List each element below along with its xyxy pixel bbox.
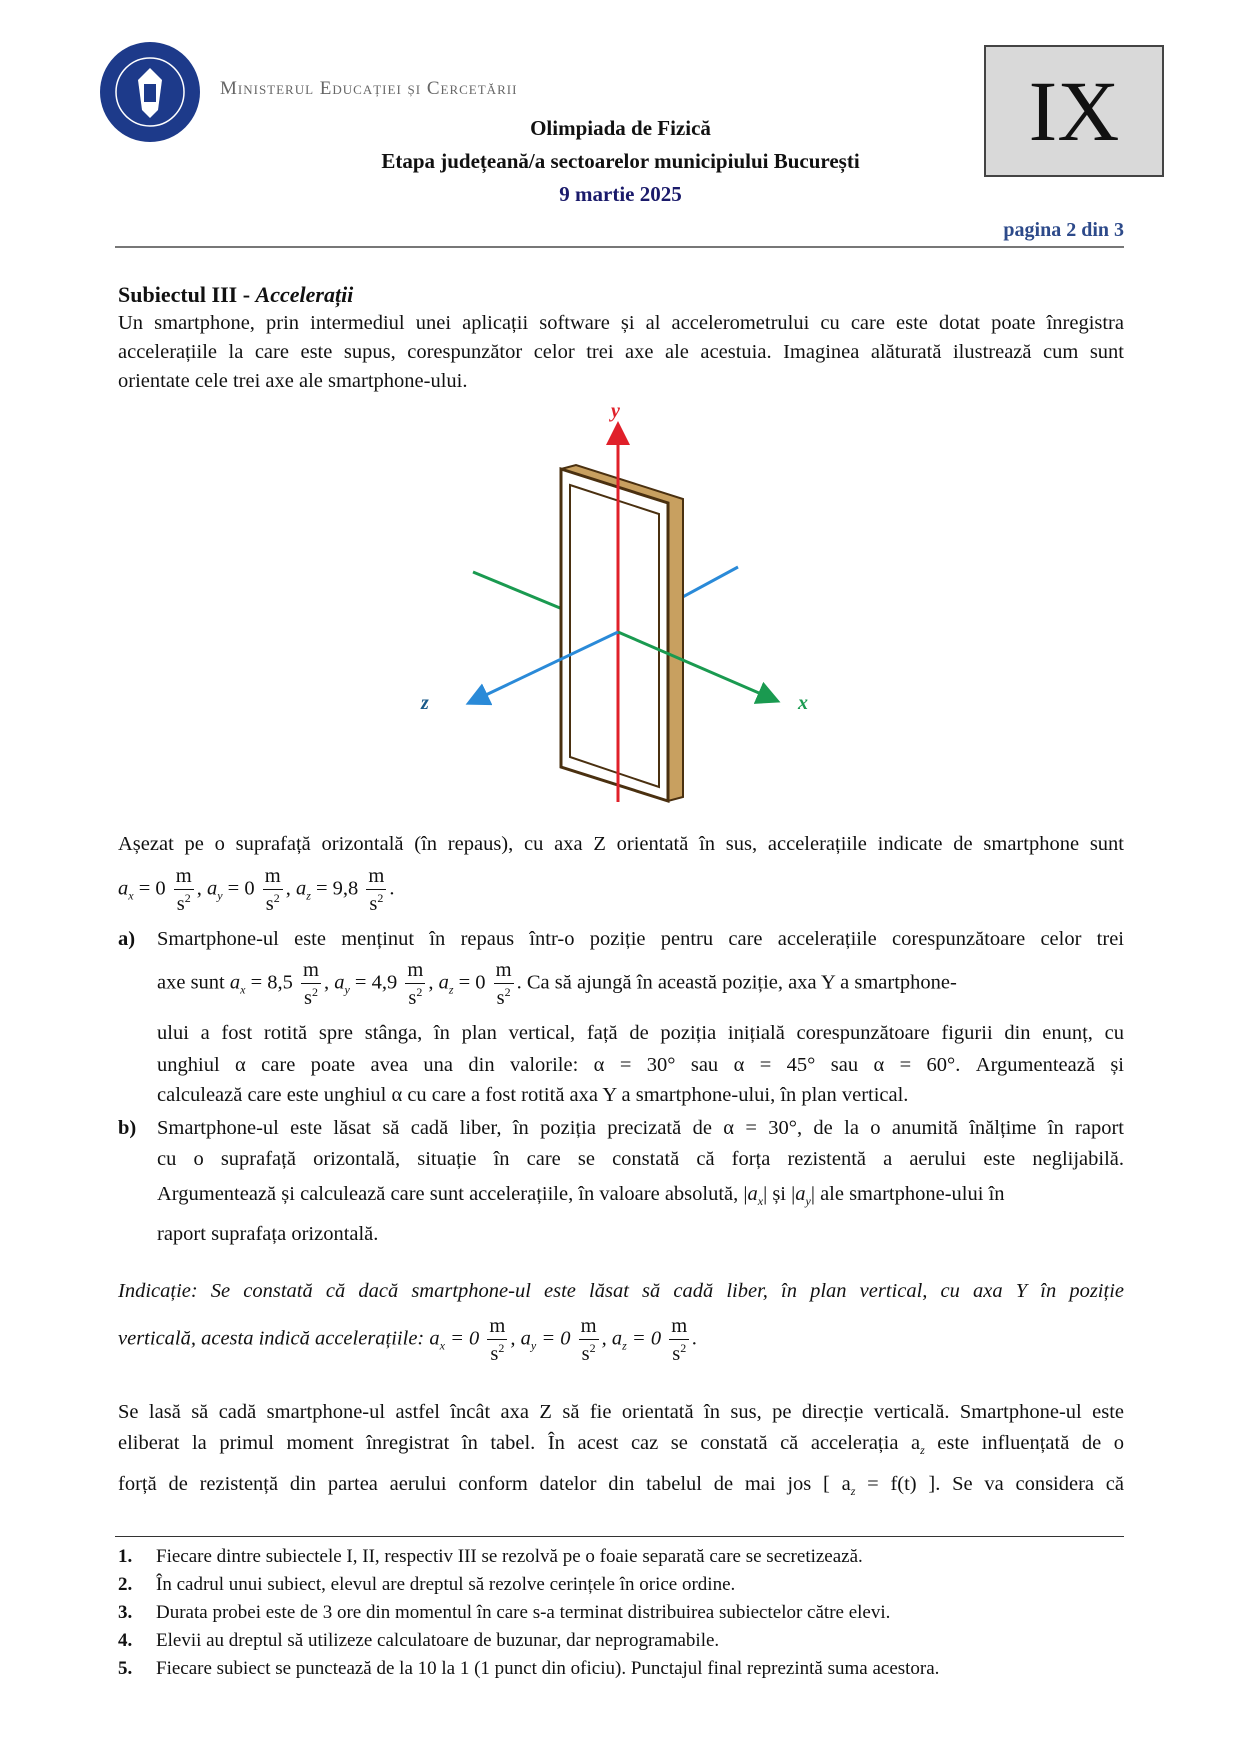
part-b-text: Argumentează și calculează care sunt accelerațiile, în valoare absolută, $|a_x|$ și $|a_y|$ ale smartphone-ului în [157,1183,1005,1209]
fall-text: eliberat la primul moment înregistrat în tabel. În acest caz se constată că accelerația $a_z$ este influențată de o [118,1432,1124,1458]
part-b-text: raport suprafața orizontală. [157,1223,379,1245]
grade-box: IX [984,45,1164,177]
olympiad-title: Olimpiada de Fizică [530,116,711,140]
part-b-text: cu o suprafață orizontală, situație în care se constată că forța rezistentă a aerului este neglijabilă. [157,1148,1124,1170]
rest-state-text: Așezat pe o suprafață orizontală (în repaus), cu axa Z orientată în sus, accelerațiile indicate de smartphone sunt [118,833,1124,855]
fall-text: Se lasă să cadă smartphone-ul astfel încât axa Z să fie orientată în sus, pe direcție verticală. Smartphone-ul este [118,1401,1124,1423]
part-a-equation: axe sunt $a_x = 8,5$ $\frac{m}{s^2}$ , $a_y = 4,9$ $\frac{m}{s^2}$ , $a_z = 0$ $\frac{m}{s^2}$ . Ca să ajungă în această poziție, axa Y a smartphone- [157,959,957,1009]
hint-equation: verticală, acesta indică accelerațiile: $a_x = 0$ $\frac{m}{s^2}$ , $a_y = 0$ $\frac{m}{s^2}$ , $a_z = 0$ $\frac{m}{s^2}$ . [118,1315,698,1365]
exam-date: 9 martie 2025 [559,182,682,206]
intro-line: accelerațiile la care este supus, corespunzător celor trei axe ale acestuia. Imaginea alăturată ilustrează cum sunt [118,341,1124,363]
part-a-text: calculează care este unghiul α cu care a fost rotită axa Y a smartphone-ului, în plan vertical. [157,1084,909,1106]
part-a-text: unghiul α care poate avea una din valorile: α = 30° sau α = 45° sau α = 60°. Argumentează și [157,1054,1124,1076]
smartphone-axes-figure [413,397,813,807]
fall-text: forță de rezistență din partea aerului conform datelor din tabelul de mai jos [ $a_z = f(t)$ ]. Se va considera că [118,1473,1124,1499]
subject-heading [118,282,1124,308]
intro-line: orientate cele trei axe ale smartphone-ului. [118,370,468,392]
part-a-text: ului a fost rotită spre stânga, în plan vertical, față de poziția inițială corespunzătoare figurii din enunț, cu [157,1022,1124,1044]
footer-rule: 2. În cadrul unui subiect, elevul are dreptul să rezolve cerințele în orice ordine. [118,1574,736,1595]
part-b-label: b) [118,1117,137,1139]
footer-rules [118,1543,939,1683]
ministry-name: Ministerul Educației și Cercetării [220,78,518,99]
intro-line: Un smartphone, prin intermediul unei aplicații software și al accelerometrului cu care este dotat poate înregistra [118,312,1124,334]
part-b-text: Smartphone-ul este lăsat să cadă liber, în poziția precizată de α = 30°, de la o anumită înălțime în raport [157,1117,1124,1139]
hint-text: Indicație: Se constată că dacă smartphone-ul este lăsat să cadă liber, în plan vertical, cu axa Y în poziție [118,1280,1124,1302]
footer-rule: 1. Fiecare dintre subiectele I, II, respectiv III se rezolvă pe o foaie separată care se secretizează. [118,1546,863,1567]
footer-rule: 3. Durata probei este de 3 ore din momentul în care s-a terminat distribuirea subiectelor către elevi. [118,1602,891,1623]
footer-rule: 5. Fiecare subiect se punctează de la 10 la 1 (1 punct din oficiu). Punctajul final reprezintă suma acestora. [118,1658,940,1679]
header-divider [115,246,1124,248]
y-axis-label: y [611,400,620,422]
page-number: pagina 2 din 3 [1003,219,1124,241]
z-axis-label: z [421,692,429,714]
part-a-text: Smartphone-ul este menținut în repaus într-o poziție pentru care accelerațiile corespunzătoare celor trei [157,928,1124,950]
subject-label: Subiectul III - [118,282,256,307]
footer-rule: 4. Elevii au dreptul să utilizeze calculatoare de buzunar, dar neprogramabile. [118,1630,720,1651]
rest-state-equation: $a_x = 0$ $\frac{m}{s^2}$ , $a_y = 0$ $\frac{m}{s^2}$ , $a_z = 9,8$ $\frac{m}{s^2}$ . [118,865,395,915]
stage-subtitle: Etapa județeană/a sectoarelor municipiului București [381,149,860,173]
subject-topic: Accelerații [255,282,354,307]
footer-divider [115,1536,1124,1537]
part-a-label: a) [118,928,136,950]
x-axis-label: x [798,692,808,714]
